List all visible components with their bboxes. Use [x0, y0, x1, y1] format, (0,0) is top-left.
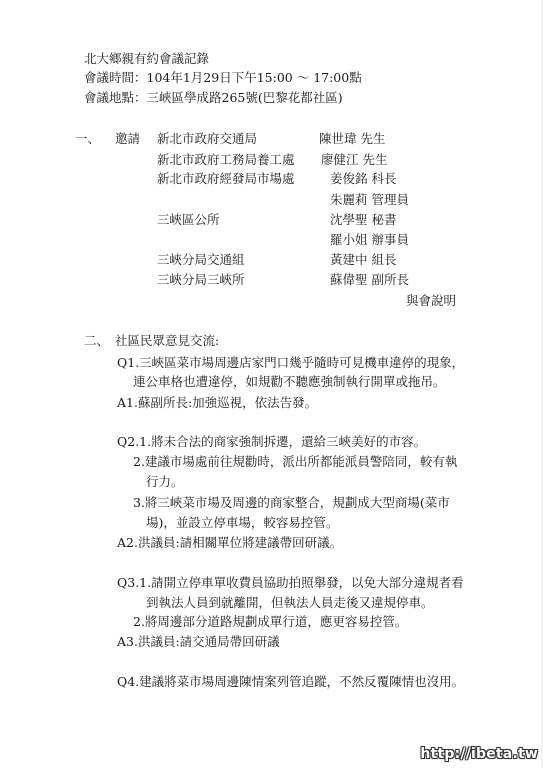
question-line: 2.建議市場處前往規勸時，派出所都能派員警陪同，較有執: [133, 454, 458, 469]
meeting-time: 會議時間：104年1月29日下午15:00 ～ 17:00點: [84, 70, 362, 85]
invitee-person: 蘇偉聖 副所長: [330, 272, 409, 287]
section1-number: 一、: [75, 131, 101, 146]
invitee-person: 黃建中 組長: [330, 252, 397, 267]
watermark: http://ibeta.tw: [420, 746, 538, 762]
invitee-person: 陳世瑋 先生: [319, 131, 386, 146]
question-line: 到執法人員到就離開，但執法人員走後又違規停車。: [146, 595, 434, 610]
question-line: 場)，並設立停車場，較容易控管。: [146, 515, 339, 530]
answer-line: A2.洪議員:請相關單位將建議帶回研議。: [117, 535, 343, 550]
section2-heading: 社區民眾意見交流:: [115, 333, 220, 348]
invitee-person: 朱麗莉 管理員: [330, 192, 409, 207]
question-line: 連公車格也遭違停，如規勸不聽應強制執行開單或拖吊。: [133, 374, 446, 389]
question-line: 行力。: [146, 474, 184, 489]
question-line: Q2.1.將未合法的商家強制拆遷，還給三峽美好的市容。: [117, 434, 427, 449]
invitee-org: 三峽區公所: [157, 212, 220, 227]
question-line: 3.將三峽菜市場及周邊的商家整合，規劃成大型商場(菜市: [133, 495, 450, 510]
invitee-person: 廖健江 先生: [321, 152, 388, 167]
answer-line: A1.蘇副所長:加強巡視，依法告發。: [117, 395, 318, 410]
invitee-person: 羅小姐 辦事員: [330, 232, 409, 247]
invitee-person: 姜俊銘 科長: [330, 171, 397, 186]
invitee-org: 新北市政府經發局市場處: [157, 171, 295, 186]
invitee-org: 新北市政府交通局: [157, 131, 258, 146]
document-title: 北大鄉親有約會議記錄: [84, 51, 210, 66]
meeting-place: 會議地點：三峽區學成路265號(巴黎花都社區): [84, 90, 343, 105]
section2-number: 二、: [84, 333, 110, 348]
question-line: Q4.建議將菜市場周邊陳情案列管追蹤，不然反覆陳情也沒用。: [117, 674, 465, 689]
invitee-org: 三峽分局交通組: [157, 252, 245, 267]
question-line: 2.將周邊部分道路規劃成單行道，應更容易控管。: [133, 614, 408, 629]
invitee-org: 三峽分局三峽所: [157, 272, 245, 287]
invitee-person: 沈學聖 秘書: [330, 212, 397, 227]
attendance-note: 與會說明: [406, 293, 457, 308]
question-line: Q1.三峽區菜市場周邊店家門口幾乎隨時可見機車違停的現象，: [117, 355, 465, 370]
answer-line: A3.洪議員:請交通局帶回研議: [117, 634, 280, 649]
question-line: Q3.1.請開立停車單收費員協助拍照舉發，以免大部分違規者看: [117, 575, 464, 590]
section1-heading: 邀請: [115, 131, 141, 146]
invitee-org: 新北市政府工務局養工處: [157, 152, 295, 167]
